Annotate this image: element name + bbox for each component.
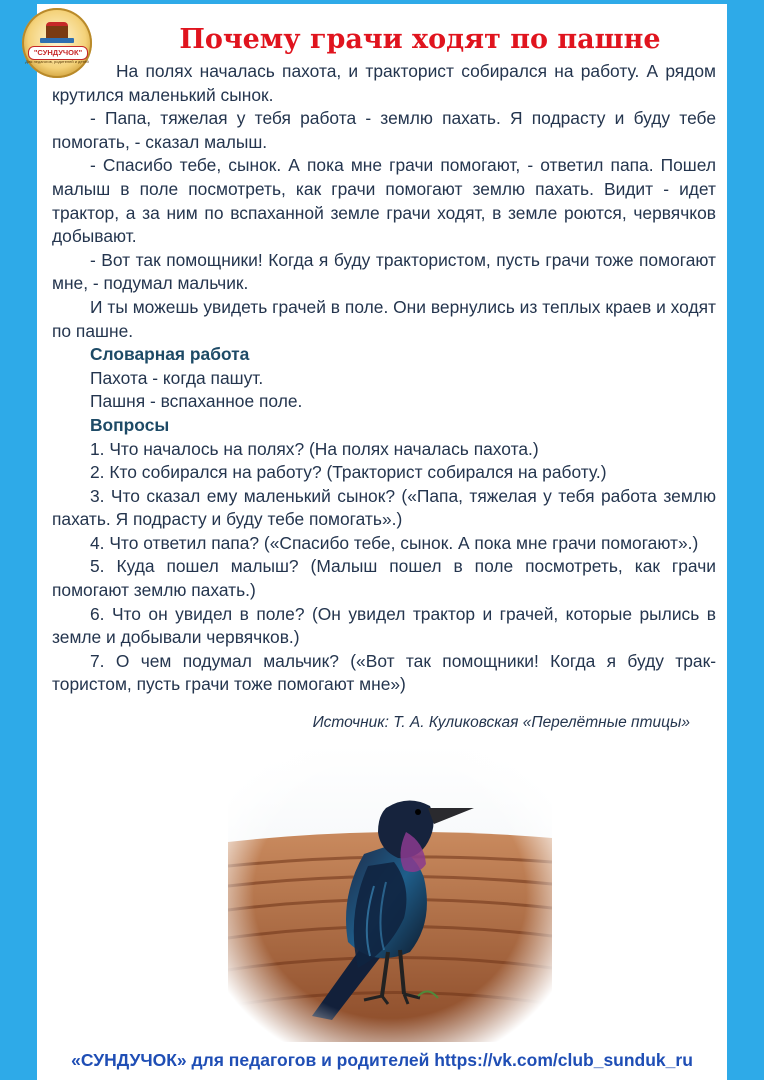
right-blue-border <box>727 0 764 1080</box>
rook-bird-illustration-icon <box>228 746 552 1042</box>
question-item: 7. О чем подумал мальчик? («Вот так помощники! Когда я буду трактористом, пусть грачи тоже помогают мне») <box>52 650 716 695</box>
story-paragraph: - Спасибо тебе, сынок. А пока мне грачи помогают, - ответил папа. Пошел малыш в поле посмотреть, как грачи помогают землю пахать. Видит - идет трактор, а за ним по вспаханной земле грачи ходят, в земле роются, червячков добывают. <box>52 155 716 247</box>
story-paragraph: - Папа, тяжелая у тебя работа - землю пахать. Я подрасту и буду тебе помогать, - сказал малыш. <box>52 108 716 152</box>
story-content <box>52 60 716 697</box>
story-paragraph: На полях началась пахота, и тракторист собирался на работу. А рядом крутился маленький сынок. <box>52 61 716 105</box>
top-blue-border <box>37 0 727 4</box>
vocabulary-item: Пашня - вспаханное поле. <box>90 391 303 412</box>
question-item: 3. Что сказал ему маленький сынок? («Папа, тяжелая у тебя работа землю пахать. Я подрасту и буду тебе помогать».) <box>52 485 716 530</box>
book-icon <box>40 38 74 43</box>
footer-link-text: «СУНДУЧОК» для педагогов и родителей https://vk.com/club_sunduk_ru <box>71 1050 693 1070</box>
left-blue-border <box>0 0 37 1080</box>
vocabulary-heading: Словарная работа <box>90 344 250 365</box>
story-paragraph: И ты можешь увидеть грачей в поле. Они вернулись из теплых краев и ходят по пашне. <box>52 296 716 341</box>
logo-ribbon: "СУНДУЧОК" <box>28 46 88 60</box>
source-citation: Источник: Т. А. Куликовская «Перелётные птицы» <box>312 714 690 731</box>
question-item: 2. Кто собирался на работу? (Тракторист собирался на работу.) <box>90 462 607 483</box>
vocabulary-item: Пахота - когда пашут. <box>90 367 264 388</box>
question-item: 4. Что ответил папа? («Спасибо тебе, сынок. А пока мне грачи помогают».) <box>90 532 699 553</box>
question-item: 6. Что он увидел в поле? (Он увидел трактор и грачей, которые рылись в земле и добывали червячков.) <box>52 603 716 648</box>
logo-subtitle: Для педагогов, родителей и детей <box>25 59 89 64</box>
story-paragraph: - Вот так помощники! Когда я буду трактористом, пусть грачи тоже помогают мне, - подумал мальчик. <box>52 249 716 294</box>
questions-heading: Вопросы <box>90 414 170 435</box>
question-item: 1. Что началось на полях? (На полях началась пахота.) <box>90 438 539 459</box>
page-title: Почему грачи ходят по пашне <box>179 24 661 55</box>
question-item: 5. Куда пошел малыш? (Малыш пошел в поле посмотреть, как грачи помогают землю пахать.) <box>52 556 716 601</box>
